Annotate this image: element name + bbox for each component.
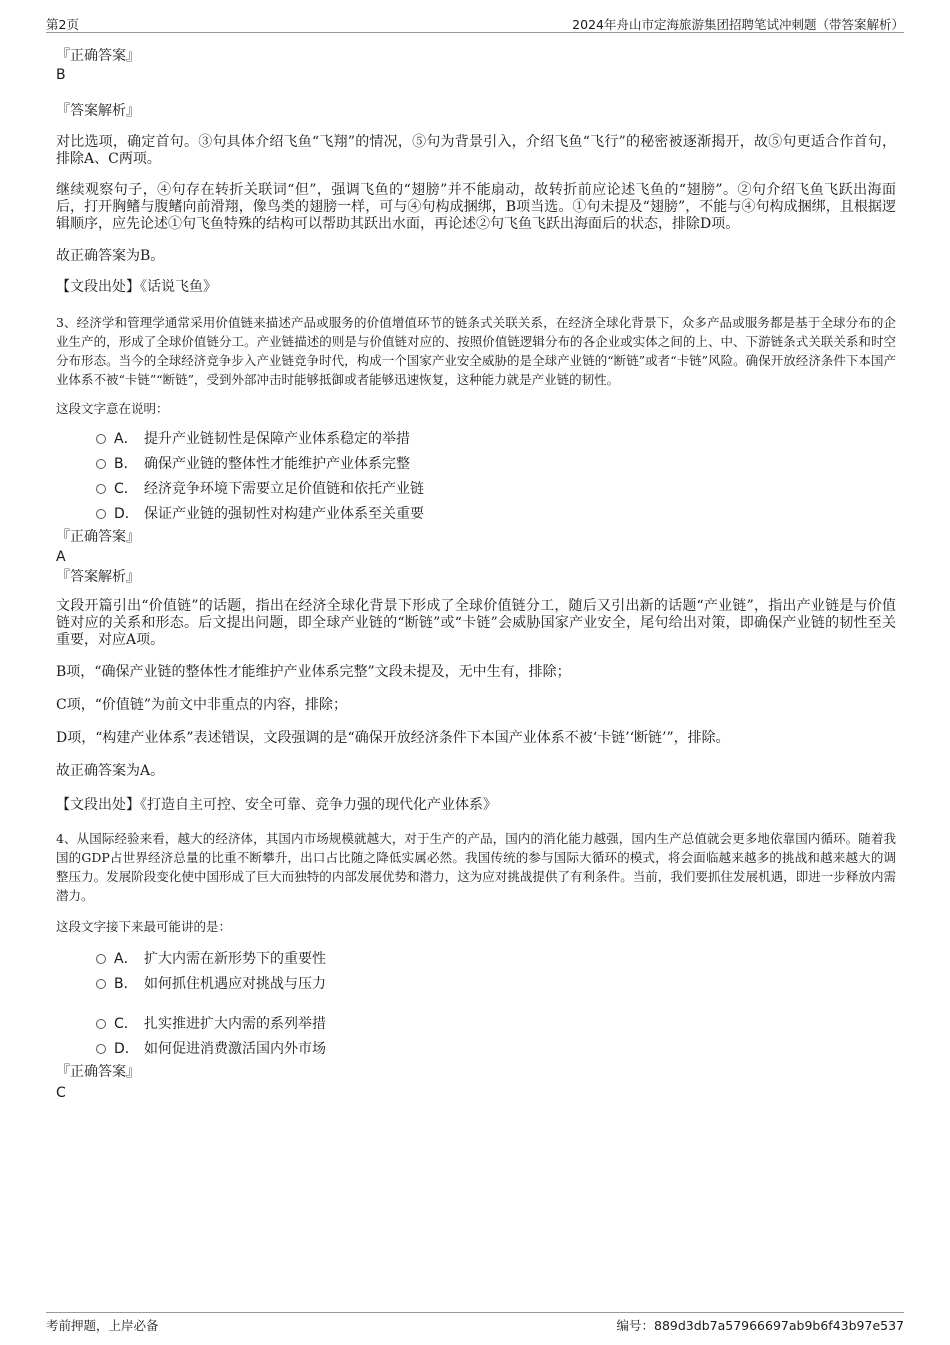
q3-analysis-2: B项，“确保产业链的整体性才能维护产业体系完整”文段未提及，无中生有，排除； bbox=[56, 664, 571, 680]
radio-icon[interactable] bbox=[96, 1044, 106, 1054]
q3-analysis-1: 文段开篇引出“价值链”的话题，指出在经济全球化背景下形成了全球价值链分工，随后又引出新的话题“产业链”，指出产业链是与价值链对应的关系和形态。后文提出问题，即全球产业链的“断链”或“卡链”会威胁国家产业安全，尾句给出对策，即确保产业链的韧性至关重要，对应A项。 bbox=[56, 598, 896, 648]
q4-option-d[interactable]: D． 如何促进消费激活国内外市场 bbox=[96, 1037, 896, 1062]
q4-option-c[interactable]: C． 扎实推进扩大内需的系列举措 bbox=[96, 1012, 896, 1037]
q3-option-d[interactable]: D． 保证产业链的强韧性对构建产业体系至关重要 bbox=[96, 502, 896, 527]
radio-icon[interactable] bbox=[96, 434, 106, 444]
analysis-label: 『答案解析』 bbox=[56, 569, 140, 585]
radio-icon[interactable] bbox=[96, 979, 106, 989]
q3-analysis-5: 故正确答案为A。 bbox=[56, 763, 165, 779]
q3-source: 【文段出处】《打造自主可控、安全可靠、竞争力强的现代化产业体系》 bbox=[56, 797, 497, 813]
correct-answer-label: 『正确答案』 bbox=[56, 529, 140, 545]
q4-option-a[interactable]: A． 扩大内需在新形势下的重要性 bbox=[96, 947, 896, 972]
q3-ask: 这段文字意在说明： bbox=[56, 401, 169, 416]
q3-analysis-4: D项，“构建产业体系”表述错误，文段强调的是“确保开放经济条件下本国产业体系不被‘卡链’‘断链’”，排除。 bbox=[56, 730, 730, 746]
q4-option-b[interactable]: B． 如何抓住机遇应对挑战与压力 bbox=[96, 972, 896, 997]
q3-option-b[interactable]: B． 确保产业链的整体性才能维护产业体系完整 bbox=[96, 452, 896, 477]
radio-icon[interactable] bbox=[96, 1019, 106, 1029]
page-content bbox=[56, 46, 896, 1102]
footer-slogan: 考前押题，上岸必备 bbox=[46, 1318, 159, 1333]
page-number: 第2页 bbox=[46, 17, 79, 32]
analysis-label: 『答案解析』 bbox=[56, 103, 140, 119]
correct-answer-label: 『正确答案』 bbox=[56, 48, 140, 64]
q2-answer: B bbox=[56, 67, 66, 83]
radio-icon[interactable] bbox=[96, 459, 106, 469]
radio-icon[interactable] bbox=[96, 954, 106, 964]
q3-analysis-3: C项，“价值链”为前文中非重点的内容，排除； bbox=[56, 697, 348, 713]
radio-icon[interactable] bbox=[96, 484, 106, 494]
q2-analysis-3: 故正确答案为B。 bbox=[56, 248, 165, 264]
q2-analysis-1: 对比选项，确定首句。③句具体介绍飞鱼“飞翔”的情况，⑤句为背景引入，介绍飞鱼“飞行”的秘密被逐渐揭开，故⑤句更适合作首句，排除A、C两项。 bbox=[56, 134, 896, 167]
q2-source: 【文段出处】《话说飞鱼》 bbox=[56, 279, 217, 295]
radio-icon[interactable] bbox=[96, 509, 106, 519]
q3-option-c[interactable]: C． 经济竞争环境下需要立足价值链和依托产业链 bbox=[96, 477, 896, 502]
q2-analysis-2: 继续观察句子，④句存在转折关联词“但”，强调飞鱼的“翅膀”并不能扇动，故转折前应论述飞鱼的“翅膀”。②句介绍飞鱼飞跃出海面后，打开胸鳍与腹鳍向前滑翔，像鸟类的翅膀一样，可与④句构成捆绑，B项当选。①句未提及“翅膀”，不能与④句构成捆绑，且根据逻辑顺序，应先论述①句飞鱼特殊的结构可以帮助其跃出水面，再论述②句飞鱼飞跃出海面后的状态，排除D项。 bbox=[56, 182, 896, 232]
page-header bbox=[46, 14, 904, 33]
q3-answer: A bbox=[56, 549, 66, 565]
document-id: 编号：889d3db7a57966697ab9b6f43b97e537 bbox=[616, 1318, 904, 1333]
q3-stem: 3、经济学和管理学通常采用价值链来描述产品或服务的价值增值环节的链条式关联关系，在经济全球化背景下，众多产品或服务都是基于全球分布的企业生产的，形成了全球价值链分工。产业链描述的则是与价值链对应的、按照价值链逻辑分布的各企业或实体之间的上、中、下游链条式关联关系和时空分布形态。当今的全球经济竞争步入产业链竞争时代，构成一个国家产业安全威胁的是全球产业链的“断链”或者“卡链”风险。确保开放经济条件下本国产业体系不被“卡链”“断链”，受到外部冲击时能够抵御或者能够迅速恢复，这种能力就是产业链的韧性。 bbox=[56, 315, 896, 387]
q3-option-a[interactable]: A． 提升产业链韧性是保障产业体系稳定的举措 bbox=[96, 427, 896, 452]
q3-options bbox=[56, 427, 896, 527]
q4-answer: C bbox=[56, 1085, 66, 1101]
document-title: 2024年舟山市定海旅游集团招聘笔试冲刺题（带答案解析） bbox=[572, 17, 904, 32]
page-footer bbox=[46, 1312, 904, 1334]
correct-answer-label: 『正确答案』 bbox=[56, 1064, 140, 1080]
q4-stem: 4、从国际经验来看，越大的经济体，其国内市场规模就越大，对于生产的产品，国内的消化能力越强，国内生产总值就会更多地依靠国内循环。随着我国的GDP占世界经济总量的比重不断攀升，出口占比随之降低实属必然。我国传统的参与国际大循环的模式，将会面临越来越多的挑战和越来越大的调整压力。发展阶段变化使中国形成了巨大而独特的内部发展优势和潜力，这为应对挑战提供了有利条件。当前，我们要抓住发展机遇，即进一步释放内需潜力。 bbox=[56, 831, 896, 903]
q4-options bbox=[56, 947, 896, 1062]
q4-ask: 这段文字接下来最可能讲的是： bbox=[56, 919, 232, 934]
